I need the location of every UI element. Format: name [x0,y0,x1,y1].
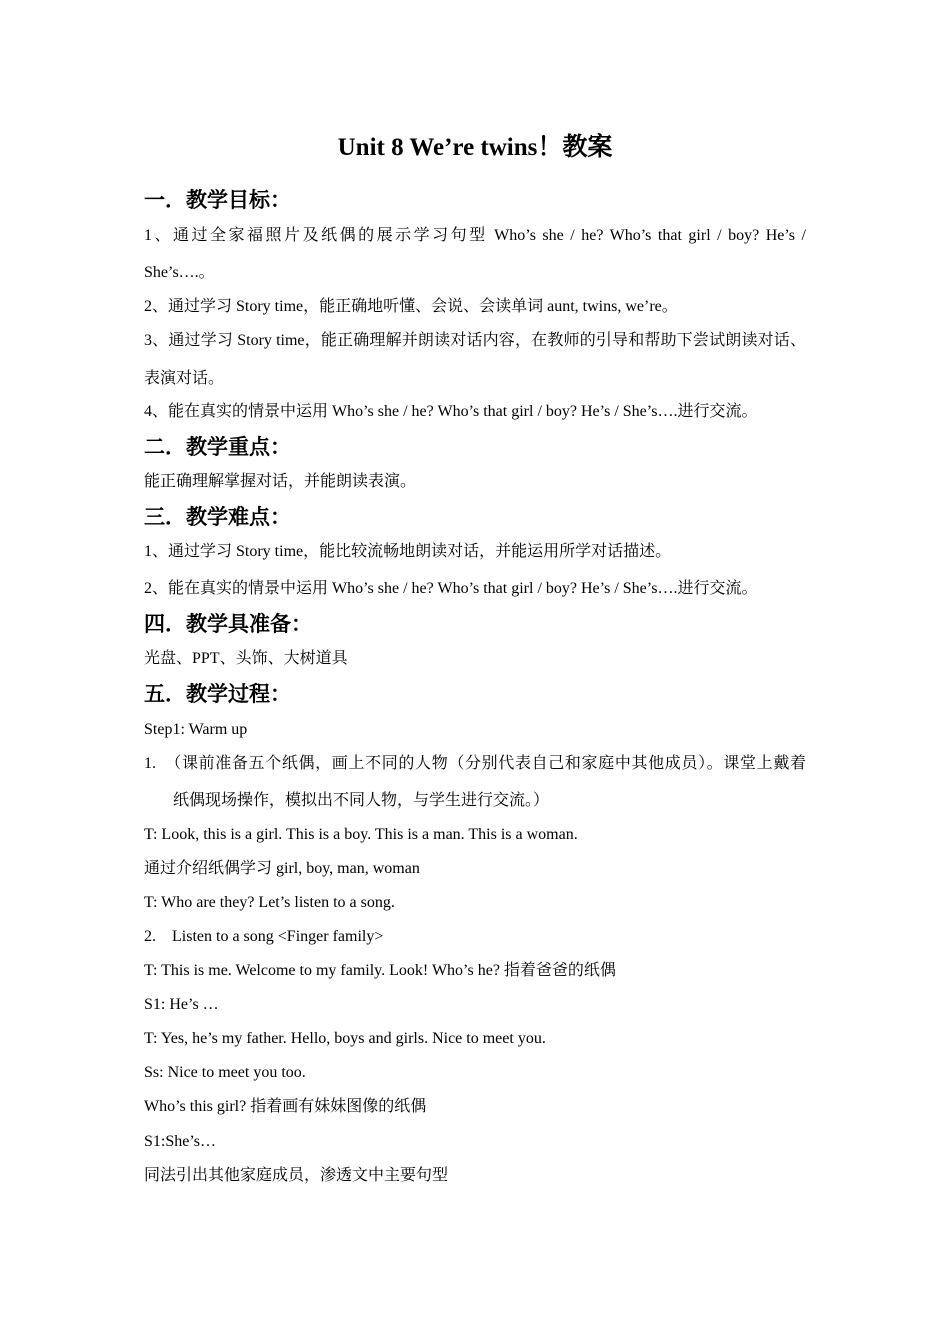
goal-1-line-1: 1、通过全家福照片及纸偶的展示学习句型 Who’s she / he? Who’s that girl / boy? He’s / [144,227,806,244]
process-line-8: Ss: Nice to meet you too. [144,1064,306,1081]
goal-1-line-2: She’s….。 [144,264,215,281]
process-line-4: 2. Listen to a song <Finger family> [144,928,384,945]
process-line-1: T: Look, this is a girl. This is a boy. This is a man. This is a woman. [144,826,578,843]
process-line-10: S1:She’s… [144,1133,217,1150]
difficulty-2: 2、能在真实的情景中运用 Who’s she / he? Who’s that girl / boy? He’s / She’s….进行交流。 [144,580,758,597]
process-line-2: 通过介绍纸偶学习 girl, boy, man, woman [144,860,420,877]
goal-3-line-2: 表演对话。 [144,370,225,387]
goal-4: 4、能在真实的情景中运用 Who’s she / he? Who’s that girl / boy? He’s / She’s….进行交流。 [144,403,758,420]
process-item-1-line-2: 纸偶现场操作，模拟出不同人物，与学生进行交流。） [173,792,550,809]
process-line-5: T: This is me. Welcome to my family. Look! Who’s he? 指着爸爸的纸偶 [144,962,616,979]
process-line-3: T: Who are they? Let’s listen to a song. [144,894,395,911]
heading-process: 五．教学过程： [144,682,291,706]
document-title: Unit 8 We’re twins！教案 [337,134,613,161]
heading-materials: 四．教学具准备： [144,612,312,636]
goal-2: 2、通过学习 Story time，能正确地听懂、会说、会读单词 aunt, twins, we’re。 [144,298,678,315]
process-item-1-line-1: 1. （课前准备五个纸偶，画上不同的人物（分别代表自己和家庭中其他成员）。课堂上戴着 [144,755,806,772]
difficulty-1: 1、通过学习 Story time，能比较流畅地朗读对话，并能运用所学对话描述。 [144,543,672,560]
process-line-11: 同法引出其他家庭成员，渗透文中主要句型 [144,1167,449,1184]
key-points-text: 能正确理解掌握对话，并能朗读表演。 [144,473,417,490]
goal-3-line-1: 3、通过学习 Story time，能正确理解并朗读对话内容，在教师的引导和帮助下尝试朗读对话、 [144,332,806,349]
process-step-1: Step1: Warm up [144,721,248,738]
heading-key-points: 二．教学重点： [144,435,291,459]
heading-difficulties: 三．教学难点： [144,505,291,529]
materials-text: 光盘、PPT、头饰、大树道具 [144,650,348,667]
heading-teaching-goals: 一．教学目标： [144,188,291,212]
process-line-7: T: Yes, he’s my father. Hello, boys and girls. Nice to meet you. [144,1030,546,1047]
process-line-6: S1: He’s … [144,996,219,1013]
process-line-9: Who’s this girl? 指着画有妹妹图像的纸偶 [144,1098,427,1115]
